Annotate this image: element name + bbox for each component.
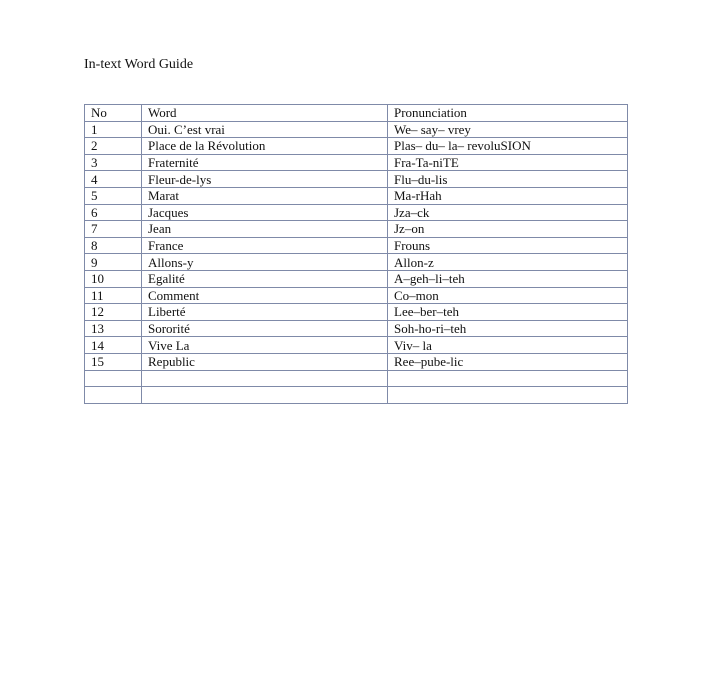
cell-no: 12 [85, 304, 142, 321]
cell-pronunciation [388, 370, 628, 387]
cell-pronunciation: Jza–ck [388, 204, 628, 221]
cell-no: 8 [85, 237, 142, 254]
cell-word: Oui. C’est vrai [142, 121, 388, 138]
header-no: No [85, 105, 142, 122]
cell-no: 7 [85, 221, 142, 238]
table-header-row [85, 105, 628, 122]
table-row [85, 221, 628, 238]
table-row [85, 370, 628, 387]
cell-no: 1 [85, 121, 142, 138]
table-row [85, 121, 628, 138]
table-row [85, 287, 628, 304]
header-word: Word [142, 105, 388, 122]
table-row [85, 204, 628, 221]
cell-no: 5 [85, 187, 142, 204]
cell-pronunciation: Soh-ho-ri–teh [388, 320, 628, 337]
table-row [85, 237, 628, 254]
cell-word [142, 370, 388, 387]
cell-word: Jacques [142, 204, 388, 221]
table-row [85, 353, 628, 370]
cell-pronunciation: Flu–du-lis [388, 171, 628, 188]
cell-no [85, 370, 142, 387]
table-row [85, 337, 628, 354]
cell-pronunciation: Viv– la [388, 337, 628, 354]
cell-word: Jean [142, 221, 388, 238]
cell-pronunciation: Fra-Ta-niTE [388, 154, 628, 171]
cell-no: 3 [85, 154, 142, 171]
cell-pronunciation: A–geh–li–teh [388, 270, 628, 287]
cell-pronunciation: Ree–pube-lic [388, 353, 628, 370]
word-guide-table [84, 104, 628, 404]
cell-pronunciation: Allon-z [388, 254, 628, 271]
cell-word: Sororité [142, 320, 388, 337]
cell-pronunciation: Co–mon [388, 287, 628, 304]
cell-word: Marat [142, 187, 388, 204]
cell-word: Fraternité [142, 154, 388, 171]
table-row [85, 270, 628, 287]
cell-no: 6 [85, 204, 142, 221]
cell-no: 13 [85, 320, 142, 337]
cell-word: Liberté [142, 304, 388, 321]
cell-no: 11 [85, 287, 142, 304]
page-title: In-text Word Guide [84, 57, 194, 72]
table-row [85, 154, 628, 171]
cell-no: 15 [85, 353, 142, 370]
cell-no: 10 [85, 270, 142, 287]
header-pronunciation: Pronunciation [388, 105, 628, 122]
table-row [85, 138, 628, 155]
table-row [85, 187, 628, 204]
cell-pronunciation: Ma-rHah [388, 187, 628, 204]
cell-pronunciation: Jz–on [388, 221, 628, 238]
cell-word [142, 387, 388, 404]
cell-word: France [142, 237, 388, 254]
cell-pronunciation: Lee–ber–teh [388, 304, 628, 321]
cell-pronunciation [388, 387, 628, 404]
cell-word: Allons-y [142, 254, 388, 271]
table-row [85, 254, 628, 271]
cell-word: Egalité [142, 270, 388, 287]
cell-no [85, 387, 142, 404]
cell-pronunciation: Plas– du– la– revoluSION [388, 138, 628, 155]
cell-no: 4 [85, 171, 142, 188]
cell-no: 9 [85, 254, 142, 271]
cell-word: Vive La [142, 337, 388, 354]
cell-pronunciation: Frouns [388, 237, 628, 254]
table-row [85, 171, 628, 188]
cell-word: Fleur-de-lys [142, 171, 388, 188]
table-row [85, 304, 628, 321]
cell-word: Republic [142, 353, 388, 370]
cell-word: Place de la Révolution [142, 138, 388, 155]
cell-word: Comment [142, 287, 388, 304]
cell-no: 14 [85, 337, 142, 354]
cell-no: 2 [85, 138, 142, 155]
table-row [85, 387, 628, 404]
table-row [85, 320, 628, 337]
cell-pronunciation: We– say– vrey [388, 121, 628, 138]
